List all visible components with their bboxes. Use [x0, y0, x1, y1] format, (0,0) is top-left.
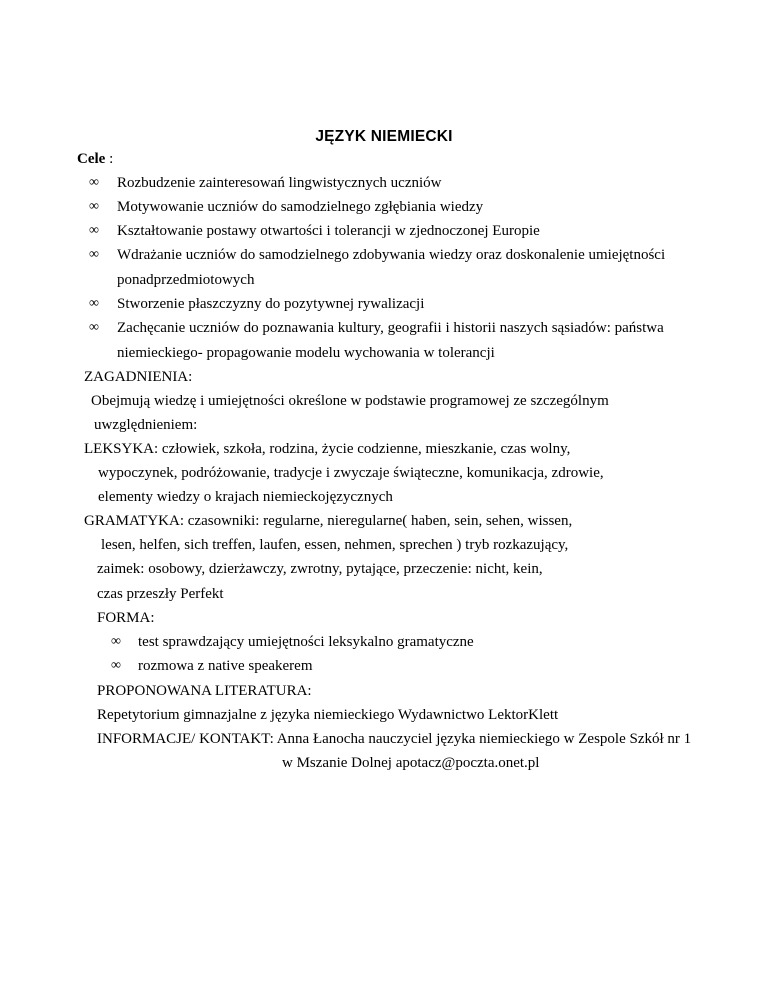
goal-item-text: Rozbudzenie zainteresowań lingwistycznych uczniów	[117, 175, 442, 191]
zagadnienia-text-continued: uwzględnieniem:	[94, 417, 198, 433]
literatura-heading: PROPONOWANA LITERATURA:	[97, 683, 312, 699]
goals-label: Cele	[77, 151, 106, 167]
leksyka-text-continued: wypoczynek, podróżowanie, tradycje i zwyczaje świąteczne, komunikacja, zdrowie,	[98, 465, 604, 481]
bullet-icon: ∞	[89, 223, 99, 238]
forma-item: rozmowa z native speakerem	[138, 658, 313, 674]
bullet-icon: ∞	[111, 658, 121, 673]
forma-item: test sprawdzający umiejętności leksykalno gramatyczne	[138, 634, 474, 650]
goal-item-text: Motywowanie uczniów do samodzielnego zgłębiania wiedzy	[117, 199, 484, 215]
bullet-icon: ∞	[89, 296, 99, 311]
goals-heading	[77, 150, 113, 168]
goal-item-text: Wdrażanie uczniów do samodzielnego zdobywania wiedzy oraz doskonalenie umiejętności	[117, 247, 666, 263]
document-title: JĘZYK NIEMIECKI	[315, 128, 453, 145]
gramatyka-text-continued: czas przeszły Perfekt	[97, 586, 224, 602]
gramatyka-text-continued: lesen, helfen, sich treffen, laufen, essen, nehmen, sprechen ) tryb rozkazujący,	[101, 537, 569, 553]
forma-heading: FORMA:	[97, 610, 155, 626]
gramatyka-text: GRAMATYKA: czasowniki: regularne, nieregularne( haben, sein, sehen, wissen,	[84, 513, 573, 529]
goal-item-text-continued: niemieckiego- propagowanie modelu wychowania w tolerancji	[117, 345, 495, 361]
zagadnienia-heading: ZAGADNIENIA:	[84, 369, 193, 385]
goal-item-text-continued: ponadprzedmiotowych	[117, 272, 255, 288]
literatura-text: Repetytorium gimnazjalne z języka niemieckiego Wydawnictwo LektorKlett	[97, 707, 559, 723]
leksyka-text-continued: elementy wiedzy o krajach niemieckojęzycznych	[98, 489, 393, 505]
goal-item-text: Stworzenie płaszczyzny do pozytywnej rywalizacji	[117, 296, 425, 312]
bullet-icon: ∞	[89, 199, 99, 214]
kontakt-text: INFORMACJE/ KONTAKT: Anna Łanocha nauczyciel języka niemieckiego w Zespole Szkół nr 1	[97, 731, 692, 747]
goal-item-text: Kształtowanie postawy otwartości i tolerancji w zjednoczonej Europie	[117, 223, 540, 239]
gramatyka-text-continued: zaimek: osobowy, dzierżawczy, zwrotny, pytające, przeczenie: nicht, kein,	[97, 561, 543, 577]
bullet-icon: ∞	[89, 247, 99, 262]
kontakt-address-email: w Mszanie Dolnej apotacz@poczta.onet.pl	[282, 755, 540, 771]
goal-item-text: Zachęcanie uczniów do poznawania kultury, geografii i historii naszych sąsiadów: państwa	[117, 320, 664, 336]
bullet-icon: ∞	[89, 175, 99, 190]
zagadnienia-text: Obejmują wiedzę i umiejętności określone w podstawie programowej ze szczególnym	[91, 393, 609, 409]
bullet-icon: ∞	[89, 320, 99, 335]
goals-colon: :	[105, 151, 114, 167]
leksyka-text: LEKSYKA: człowiek, szkoła, rodzina, życie codzienne, mieszkanie, czas wolny,	[84, 441, 571, 457]
bullet-icon: ∞	[111, 634, 121, 649]
